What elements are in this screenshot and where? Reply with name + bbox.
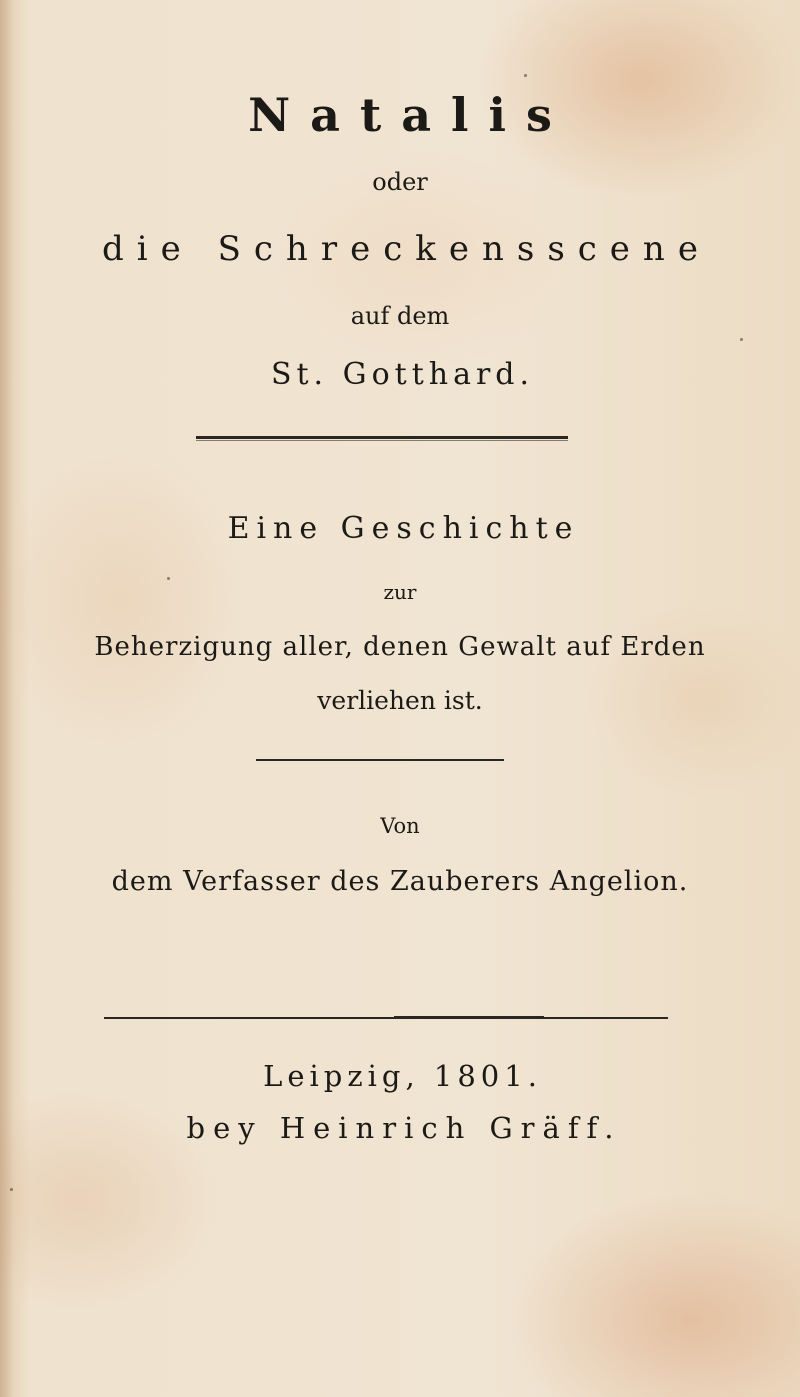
author-prefix: Von — [380, 814, 420, 838]
divider-rule-bottom — [104, 1017, 668, 1019]
imprint-place-year: Leipzig, 1801. — [263, 1059, 542, 1093]
description-connector: zur — [383, 580, 417, 604]
paper-speck — [10, 1188, 13, 1191]
paper-speck — [740, 338, 743, 341]
imprint-publisher: bey Heinrich Gräff. — [186, 1111, 622, 1145]
description-heading: Eine Geschichte — [227, 511, 580, 546]
divider-rule-middle — [256, 759, 504, 761]
author-line: dem Verfasser des Zauberers Angelion. — [111, 866, 689, 897]
book-subtitle: die Schreckensscene — [102, 229, 711, 269]
title-place: St. Gotthard. — [270, 357, 535, 392]
description-text-end: verliehen ist. — [317, 686, 483, 715]
paper-speck — [167, 577, 170, 580]
paper-speck — [524, 74, 527, 77]
title-preposition: auf dem — [350, 302, 450, 330]
description-text: Beherzigung aller, denen Gewalt auf Erden — [94, 632, 706, 662]
divider-rule-top — [196, 436, 568, 439]
title-connector: oder — [372, 168, 428, 196]
book-title: Natalis — [248, 88, 572, 142]
